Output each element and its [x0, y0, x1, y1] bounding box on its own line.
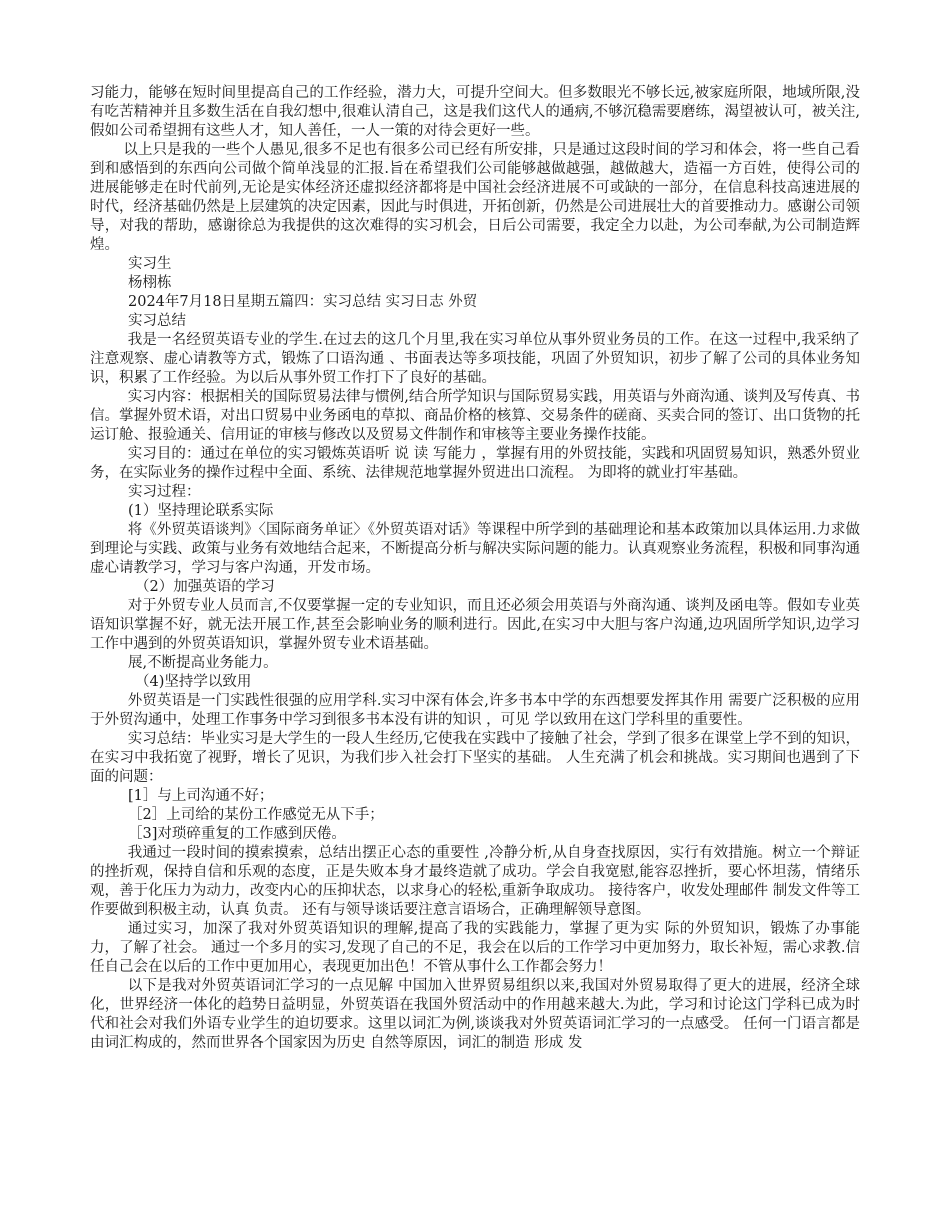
date-heading: 2024年7月18日星期五篇四：实习总结 实习日志 外贸 — [128, 294, 478, 310]
paragraph-english-study: 对于外贸专业人员而言,不仅要掌握一定的专业知识，而且还必须会用英语与外商沟通、谈判及函电等。假如专业英语知识掌握不好，就无法开展工作,甚至会影响业务的顺利进行。因此,在实习中大胆与客户沟通,边巩固所学知识,边学习工作中遇到的外贸英语知识，掌握外贸专业术语基础。 — [90, 598, 860, 652]
problem-item-2: ［2］上司给的某份工作感觉无从下手； — [128, 807, 384, 823]
heading-internship-process: 实习过程： — [128, 484, 201, 500]
paragraph-summary: 实习总结：毕业实习是大学生的一段人生经历,它使我在实践中了接触了社会，学到了很多在课堂上学不到的知识，在实习中我拓宽了视野，增长了见识，为我们步入社会打下坚实的基础。 人生充满了机会和挑战。实习期间也遇到了下面的问题： — [90, 731, 860, 785]
paragraph-apply-learning: 外贸英语是一门实践性很强的应用学科.实习中深有体会,许多书本中学的东西想要发挥其作用 需要广泛积极的应用于外贸沟通中，处理工作事务中学习到很多书本没有讲的知识 ，可见 学以致用在这门学科里的重要性。 — [90, 693, 860, 728]
paragraph-personal-opinion: 以上只是我的一些个人愚见,很多不足也有很多公司已经有所安排，只是通过这段时间的学习和体会，将一些自己看到和感悟到的东西向公司做个简单浅显的汇报.旨在希望我们公司能够越做越强，越做越大，造福一方百姓，使得公司的进展能够走在时代前列,无论是实体经济还虚拟经济都将是中国社会经济进展不可或缺的一部分，在信息科技高速进展的时代，经济基础仍然是上层建筑的决定因素，因此与时俱进，开拓创新，仍然是公司进展壮大的首要推动力。感谢公司领导，对我的帮助，感谢徐总为我提供的这次难得的实习机会，日后公司需要，我定全力以赴，为公司奉献,为公司制造辉煌。 — [90, 142, 860, 253]
paragraph-internship-content: 实习内容：根据相关的国际贸易法律与惯例,结合所学知识与国际贸易实践，用英语与外商沟通、谈判及写传真、书信。掌握外贸术语，对出口贸易中业务函电的草拟、商品价格的核算、交易条件的磋商、买卖合同的签订、出口货物的托运订舱、报验通关、信用证的审核与修改以及贸易文件制作和审核等主要业务操作技能。 — [90, 389, 860, 443]
signature-role: 实习生 — [128, 256, 172, 272]
section-title-internship-summary: 实习总结 — [128, 313, 186, 329]
problem-item-1: [1］与上司沟通不好； — [128, 788, 274, 804]
paragraph-reflection: 我通过一段时间的摸索摸索，总结出摆正心态的重要性 ,冷静分析,从自身查找原因，实行有效措施。树立一个辩证的挫折观，保持自信和乐观的态度，正是失败本身才最终造就了成功。学会自我宽慰,能容忍挫折，要心怀坦荡，情绪乐观，善于化压力为动力，改变内心的压抑状态，以求身心的轻松,重新争取成功。 接待客户，收发处理邮件 制发文件等工作要做到积极主动，认真 负责。 还有与领导谈话要注意言语场合，正确理解领导意图。 — [90, 845, 860, 918]
subheading-apply-learning: （4)坚持学以致用 — [135, 674, 252, 690]
paragraph-vocabulary: 以下是我对外贸英语词汇学习的一点见解 中国加入世界贸易组织以来,我国对外贸易取得了更大的进展，经济全球化，世界经济一体化的趋势日益明显，外贸英语在我国外贸活动中的作用越来越大.为此，学习和讨论这门学科已成为时代和社会对我们外语专业学生的迫切要求。这里以词汇为例,谈谈我对外贸英语词汇学习的一点感受。 任何一门语言都是由词汇构成的，然而世界各个国家因为历史 自然等原因，词汇的制造 形成 发 — [90, 978, 860, 1051]
signature-name: 杨栩栋 — [128, 275, 172, 291]
problem-item-3: ［3]对琐碎重复的工作感到厌倦。 — [128, 826, 346, 842]
paragraph-theory-practice: 将《外贸英语谈判》〈国际商务单证〉《外贸英语对话》等课程中所学到的基础理论和基本政策加以具体运用.力求做到理论与实践、政策与业务有效地结合起来，不断提高分析与解决实际问题的能力。认真观察业务流程，积极和同事沟通 虚心请教学习，学习与客户沟通，开发市场。 — [90, 522, 860, 576]
paragraph-talent-assessment: 习能力，能够在短时间里提高自己的工作经验，潜力大，可提升空间大。但多数眼光不够长远,被家庭所限，地域所限,没有吃苦精神并且多数生活在自我幻想中,很难认清自己，这是我们这代人的通病,不够沉稳需要磨练，渴望被认可，被关注,假如公司希望拥有这些人才，知人善任，一人一策的对待会更好一些。 — [90, 85, 860, 139]
paragraph-gains: 通过实习，加深了我对外贸英语知识的理解,提高了我的实践能力，掌握了更为实 际的外贸知识，锻炼了办事能力，了解了社会。 通过一个多月的实习,发现了自己的不足，我会在以后的工作学习中更加努力，取长补短，需心求教.信任自己会在以后的工作中更加用心，表现更加出色！不管从事什么工作都会努力！ — [90, 921, 860, 975]
paragraph-intro: 我是一名经贸英语专业的学生.在过去的这几个月里,我在实习单位从事外贸业务员的工作。在这一过程中,我采纳了注意观察、虚心请教等方式，锻炼了口语沟通 、书面表达等多项技能，巩固了外贸知识，初步了解了公司的具体业务知识，积累了工作经验。为以后从事外贸工作打下了良好的基础。 — [90, 332, 860, 386]
subheading-theory-practice: (1）坚持理论联系实际 — [128, 503, 274, 519]
subheading-english-study: （2）加强英语的学习 — [135, 579, 275, 595]
paragraph-fragment: 展,不断提高业务能力。 — [128, 655, 278, 671]
paragraph-internship-purpose: 实习目的：通过在单位的实习锻炼英语听 说 读 写能力 ，掌握有用的外贸技能，实践和巩固贸易知识，熟悉外贸业务，在实际业务的操作过程中全面、系统、法律规范地掌握外贸进出口流程。 为即将的就业打牢基础。 — [90, 446, 860, 481]
